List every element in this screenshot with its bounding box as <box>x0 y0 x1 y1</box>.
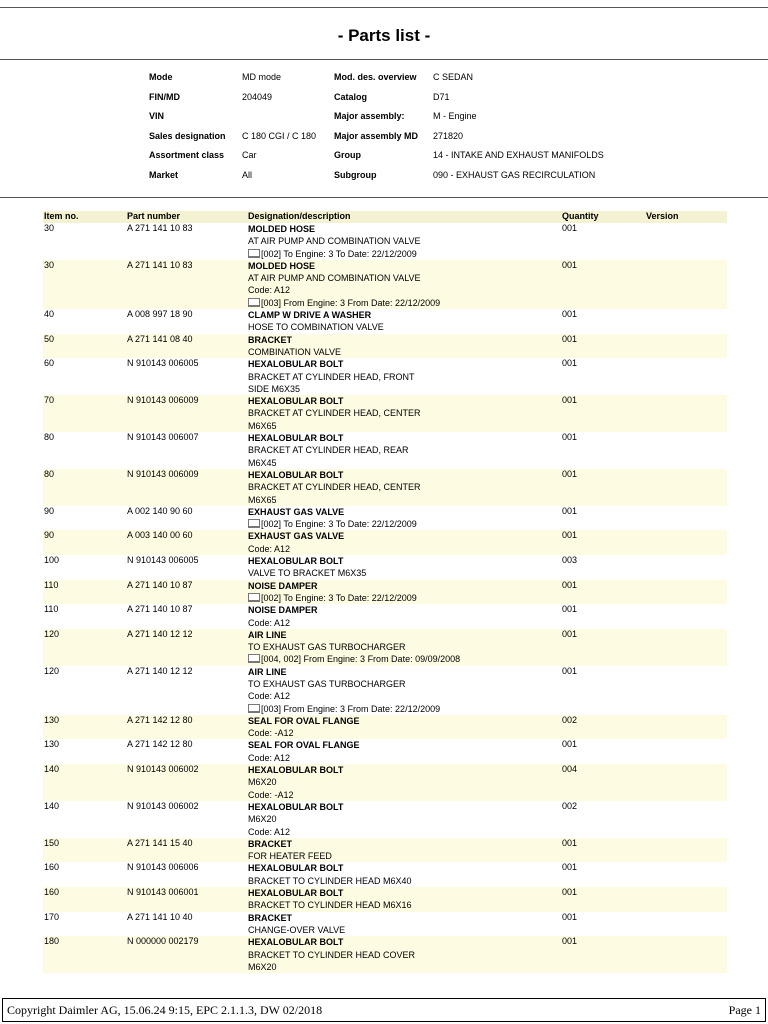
quantity: 001 <box>562 395 578 406</box>
description-line: Code: A12 <box>248 617 291 628</box>
designation <box>248 358 558 395</box>
part-number: N 910143 006007 <box>127 432 199 443</box>
part-name: BRACKET <box>248 334 292 345</box>
info-value: 14 - INTAKE AND EXHAUST MANIFOLDS <box>433 150 604 161</box>
part-number: A 008 997 18 90 <box>127 309 193 320</box>
table-header <box>43 211 727 223</box>
top-rule <box>0 7 768 8</box>
designation <box>248 432 558 469</box>
designation <box>248 629 558 666</box>
col-designation: Designation/description <box>248 211 351 221</box>
description-line: Code: A12 <box>248 285 291 296</box>
designation <box>248 604 558 629</box>
col-quantity: Quantity <box>562 211 599 221</box>
description-line: COMBINATION VALVE <box>248 346 342 357</box>
part-name: AIR LINE <box>248 666 287 677</box>
part-number: N 910143 006009 <box>127 395 199 406</box>
description-line: Code: A12 <box>248 752 291 763</box>
info-value: C 180 CGI / C 180 <box>242 130 317 141</box>
table-row <box>43 764 727 801</box>
item-number: 160 <box>44 862 60 873</box>
info-label: Major assembly MD <box>334 130 419 141</box>
table-row <box>43 506 727 531</box>
part-number: A 003 140 00 60 <box>127 530 193 541</box>
col-item-no: Item no. <box>44 211 79 221</box>
table-row <box>43 309 727 334</box>
footnote-text: [002] To Engine: 3 To Date: 22/12/2009 <box>261 519 417 530</box>
info-value: Car <box>242 150 257 161</box>
col-version: Version <box>646 211 679 221</box>
designation <box>248 764 558 801</box>
quantity: 001 <box>562 739 578 750</box>
description-line: Code: A12 <box>248 691 291 702</box>
part-number: A 271 141 10 83 <box>127 259 193 270</box>
quantity: 001 <box>562 259 578 270</box>
part-name: BRACKET <box>248 912 292 923</box>
table-row <box>43 223 727 260</box>
footnote <box>248 703 558 715</box>
item-number: 110 <box>44 604 59 615</box>
table-row <box>43 912 727 937</box>
col-part-number: Part number <box>127 211 181 221</box>
footnote-text: [003] From Engine: 3 From Date: 22/12/2009 <box>261 297 441 308</box>
info-label: Subgroup <box>334 169 377 180</box>
quantity: 001 <box>562 911 578 922</box>
part-name: MOLDED HOSE <box>248 224 316 234</box>
quantity: 001 <box>562 530 578 541</box>
description-line: M6X20 <box>248 814 277 825</box>
quantity: 003 <box>562 555 578 566</box>
table-row <box>43 936 727 973</box>
item-number: 30 <box>44 223 55 233</box>
description-line: AT AIR PUMP AND COMBINATION VALVE <box>248 273 421 284</box>
part-number: A 271 140 10 87 <box>127 579 193 590</box>
item-number: 80 <box>44 432 55 443</box>
note-icon <box>248 704 260 713</box>
info-label: Assortment class <box>149 150 225 161</box>
quantity: 001 <box>562 358 578 369</box>
table-row <box>43 469 727 506</box>
description-line: Code: -A12 <box>248 728 294 739</box>
part-number: A 271 140 12 12 <box>127 628 193 639</box>
info-label: FIN/MD <box>149 91 180 102</box>
info-label: VIN <box>149 111 165 122</box>
quantity: 001 <box>562 887 578 898</box>
part-name: EXHAUST GAS VALVE <box>248 531 345 542</box>
part-number: A 271 142 12 80 <box>127 739 193 750</box>
info-value: 271820 <box>433 130 464 141</box>
info-value: M - Engine <box>433 111 477 122</box>
part-name: HEXALOBULAR BOLT <box>248 556 344 567</box>
footnote-text: [002] To Engine: 3 To Date: 22/12/2009 <box>261 248 417 259</box>
info-label: Mod. des. overview <box>334 72 417 82</box>
part-name: HEXALOBULAR BOLT <box>248 359 344 370</box>
part-number: N 910143 006005 <box>127 555 199 566</box>
quantity: 001 <box>562 936 578 947</box>
quantity: 001 <box>562 862 578 873</box>
info-value: All <box>242 169 253 180</box>
item-number: 140 <box>44 764 60 775</box>
footnote <box>248 248 558 260</box>
designation <box>248 223 558 260</box>
item-number: 140 <box>44 800 60 811</box>
note-icon <box>248 593 260 602</box>
description-line: BRACKET AT CYLINDER HEAD, REAR <box>248 445 409 456</box>
designation <box>248 801 558 838</box>
designation <box>248 469 558 506</box>
description-line: BRACKET TO CYLINDER HEAD M6X40 <box>248 875 412 886</box>
description-line: M6X45 <box>248 457 277 468</box>
table-row <box>43 395 727 432</box>
designation <box>248 530 558 555</box>
footnote-text: [002] To Engine: 3 To Date: 22/12/2009 <box>261 592 417 603</box>
designation <box>248 715 558 740</box>
footnote <box>248 592 558 604</box>
description-line: Code: A12 <box>248 826 291 837</box>
info-rule <box>0 197 768 198</box>
part-name: EXHAUST GAS VALVE <box>248 506 345 517</box>
info-value: 204049 <box>242 91 273 102</box>
info-label: Sales designation <box>149 130 226 141</box>
table-row <box>43 334 727 359</box>
part-number: N 910143 006002 <box>127 800 199 811</box>
description-line: VALVE TO BRACKET M6X35 <box>248 568 367 579</box>
item-number: 60 <box>44 358 55 369</box>
footnote-text: [003] From Engine: 3 From Date: 22/12/2009 <box>261 703 441 714</box>
designation <box>248 580 558 605</box>
description-line: BRACKET AT CYLINDER HEAD, CENTER <box>248 482 421 493</box>
item-number: 120 <box>44 665 60 676</box>
quantity: 001 <box>562 604 578 615</box>
quantity: 001 <box>562 223 578 233</box>
item-number: 120 <box>44 628 60 639</box>
description-line: CHANGE-OVER VALVE <box>248 924 346 935</box>
item-number: 50 <box>44 333 55 344</box>
table-row <box>43 862 727 887</box>
part-number: N 910143 006001 <box>127 887 199 898</box>
item-number: 110 <box>44 579 59 590</box>
description-line: BRACKET TO CYLINDER HEAD COVER <box>248 949 416 960</box>
part-number: N 910143 006006 <box>127 862 199 873</box>
designation <box>248 838 558 863</box>
part-number: A 271 141 08 40 <box>127 333 193 344</box>
description-line: BRACKET AT CYLINDER HEAD, FRONT <box>248 371 415 382</box>
description-line: M6X65 <box>248 420 277 431</box>
item-number: 70 <box>44 395 55 406</box>
part-number: N 910143 006005 <box>127 358 199 369</box>
parts-table <box>43 211 727 973</box>
info-label: Market <box>149 169 179 180</box>
note-icon <box>248 654 260 663</box>
info-label: Group <box>334 150 361 161</box>
part-number: A 271 140 10 87 <box>127 604 193 615</box>
quantity: 001 <box>562 505 578 516</box>
table-row <box>43 530 727 555</box>
page-number: Page 1 <box>728 1003 761 1017</box>
part-name: HEXALOBULAR BOLT <box>248 433 344 444</box>
part-name: HEXALOBULAR BOLT <box>248 801 344 812</box>
item-number: 30 <box>44 259 55 270</box>
note-icon <box>248 249 260 258</box>
part-name: SEAL FOR OVAL FLANGE <box>248 740 360 751</box>
item-number: 150 <box>44 837 60 848</box>
footnote <box>248 297 558 309</box>
quantity: 001 <box>562 579 578 590</box>
part-name: BRACKET <box>248 838 292 849</box>
table-row <box>43 555 727 580</box>
part-number: A 271 141 15 40 <box>127 837 193 848</box>
designation <box>248 260 558 309</box>
quantity: 001 <box>562 333 578 344</box>
part-name: HEXALOBULAR BOLT <box>248 888 344 899</box>
info-value: MD mode <box>242 72 282 82</box>
description-line: AT AIR PUMP AND COMBINATION VALVE <box>248 236 421 247</box>
description-line: BRACKET TO CYLINDER HEAD M6X16 <box>248 900 412 911</box>
item-number: 180 <box>44 936 60 947</box>
table-row <box>43 629 727 666</box>
part-name: NOISE DAMPER <box>248 580 318 591</box>
quantity: 002 <box>562 714 578 725</box>
designation <box>248 912 558 937</box>
description-line: HOSE TO COMBINATION VALVE <box>248 322 384 333</box>
part-number: A 002 140 90 60 <box>127 505 193 516</box>
description-line: Code: A12 <box>248 543 291 554</box>
table-row <box>43 358 727 395</box>
quantity: 002 <box>562 800 578 811</box>
item-number: 160 <box>44 887 60 898</box>
table-row <box>43 801 727 838</box>
part-number: A 271 141 10 40 <box>127 911 193 922</box>
quantity: 001 <box>562 432 578 443</box>
part-name: HEXALOBULAR BOLT <box>248 765 344 776</box>
quantity: 001 <box>562 837 578 848</box>
part-number: N 000000 002179 <box>127 936 199 947</box>
designation <box>248 334 558 359</box>
designation <box>248 506 558 531</box>
note-icon <box>248 519 260 528</box>
description-line: BRACKET AT CYLINDER HEAD, CENTER <box>248 408 421 419</box>
note-icon <box>248 298 260 307</box>
part-name: CLAMP W DRIVE A WASHER <box>248 310 372 321</box>
info-value: 090 - EXHAUST GAS RECIRCULATION <box>433 169 596 180</box>
part-number: A 271 142 12 80 <box>127 714 193 725</box>
part-name: HEXALOBULAR BOLT <box>248 863 344 874</box>
description-line: TO EXHAUST GAS TURBOCHARGER <box>248 678 406 689</box>
description-line: M6X65 <box>248 494 277 505</box>
part-name: SEAL FOR OVAL FLANGE <box>248 715 360 726</box>
designation <box>248 739 558 764</box>
item-number: 130 <box>44 739 60 750</box>
table-row <box>43 887 727 912</box>
quantity: 001 <box>562 665 578 676</box>
footnote <box>248 518 558 530</box>
title-rule <box>0 59 768 60</box>
info-value: D71 <box>433 91 450 102</box>
part-name: HEXALOBULAR BOLT <box>248 937 344 948</box>
table-row <box>43 604 727 629</box>
description-line: FOR HEATER FEED <box>248 851 332 862</box>
designation <box>248 395 558 432</box>
table-row <box>43 580 727 605</box>
designation <box>248 309 558 334</box>
quantity: 001 <box>562 468 578 479</box>
table-row <box>43 260 727 309</box>
designation <box>248 887 558 912</box>
table-row <box>43 666 727 715</box>
part-number: A 271 140 12 12 <box>127 665 193 676</box>
info-value: C SEDAN <box>433 72 474 82</box>
description-line: SIDE M6X35 <box>248 383 301 394</box>
item-number: 90 <box>44 530 55 541</box>
info-label: Major assembly: <box>334 111 405 122</box>
part-number: N 910143 006009 <box>127 468 199 479</box>
info-label: Catalog <box>334 91 368 102</box>
description-line: Code: -A12 <box>248 789 294 800</box>
copyright-text: Copyright Daimler AG, 15.06.24 9:15, EPC 2.1.1.3, DW 02/2018 <box>7 1003 323 1017</box>
item-number: 170 <box>44 911 60 922</box>
footer <box>2 998 766 1022</box>
description-line: TO EXHAUST GAS TURBOCHARGER <box>248 642 406 653</box>
designation <box>248 936 558 973</box>
quantity: 001 <box>562 309 578 320</box>
part-name: AIR LINE <box>248 629 287 640</box>
item-number: 130 <box>44 714 60 725</box>
page-title: - Parts list - <box>337 26 431 45</box>
part-name: NOISE DAMPER <box>248 605 318 616</box>
item-number: 40 <box>44 309 55 320</box>
footnote-text: [004, 002] From Engine: 3 From Date: 09/09/2008 <box>261 654 461 665</box>
part-name: MOLDED HOSE <box>248 260 316 271</box>
table-row <box>43 715 727 740</box>
description-line: M6X20 <box>248 961 277 972</box>
table-body <box>43 223 727 973</box>
table-row <box>43 432 727 469</box>
description-line: M6X20 <box>248 777 277 788</box>
part-number: N 910143 006002 <box>127 764 199 775</box>
item-number: 80 <box>44 468 55 479</box>
designation <box>248 862 558 887</box>
table-row <box>43 838 727 863</box>
designation <box>248 555 558 580</box>
item-number: 100 <box>44 555 60 566</box>
part-name: HEXALOBULAR BOLT <box>248 396 344 407</box>
table-row <box>43 739 727 764</box>
footnote <box>248 653 558 665</box>
quantity: 004 <box>562 764 578 775</box>
info-label: Mode <box>149 72 173 82</box>
item-number: 90 <box>44 505 55 516</box>
part-name: HEXALOBULAR BOLT <box>248 469 344 480</box>
part-number: A 271 141 10 83 <box>127 223 193 233</box>
quantity: 001 <box>562 628 578 639</box>
designation <box>248 666 558 715</box>
